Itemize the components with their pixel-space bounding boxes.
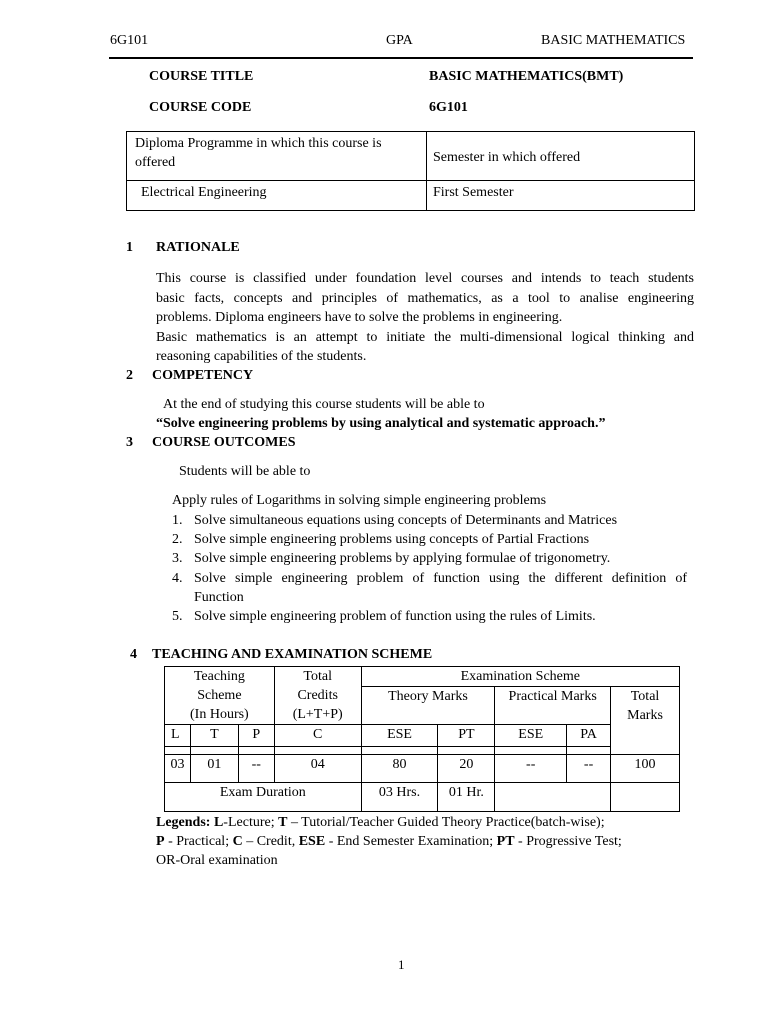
col-P: P [238, 725, 274, 747]
legend-PT: PT [496, 834, 515, 849]
col-PT: PT [438, 725, 495, 747]
teaching-line: Scheme [197, 688, 242, 703]
value-PT: 20 [438, 755, 495, 783]
theory-marks-header: Theory Marks [361, 687, 495, 725]
col-PA: PA [567, 725, 611, 747]
legend-ESE-def: - End Semester Examination; [325, 834, 497, 849]
value-total-marks: 100 [611, 755, 680, 783]
legend-L-def: -Lecture; [223, 815, 279, 830]
section-4-title: TEACHING AND EXAMINATION SCHEME [152, 647, 433, 662]
section-3-title: COURSE OUTCOMES [152, 435, 296, 450]
value-L: 03 [165, 755, 191, 783]
header-right: BASIC MATHEMATICS [541, 33, 686, 48]
value-ESE-practical: -- [495, 755, 567, 783]
competency-intro: At the end of studying this course students will be able to [163, 397, 485, 412]
outcome-text: Solve simple engineering problem of function using the different definition of [194, 571, 687, 586]
value-ESE-theory: 80 [361, 755, 438, 783]
total-marks-line: Total [630, 689, 660, 704]
section-2-title: COMPETENCY [152, 368, 254, 383]
value-T: 01 [190, 755, 238, 783]
col-T: T [190, 725, 238, 747]
credits-line: (L+T+P) [292, 707, 343, 722]
col-ESE-theory: ESE [361, 725, 438, 747]
legends-line-1 [156, 815, 605, 831]
header-rule [109, 57, 693, 59]
exam-duration-ese: 03 Hrs. [361, 783, 438, 812]
total-marks-header [611, 687, 680, 755]
offer-head-left: Diploma Programme in which this course is offered [127, 132, 427, 181]
outcome-number: 2. [172, 532, 183, 547]
page-number: 1 [398, 957, 405, 972]
outcome-number: 4. [172, 571, 183, 586]
total-marks-line: Marks [627, 708, 663, 723]
course-title-label: COURSE TITLE [149, 69, 254, 84]
col-ESE-practical: ESE [495, 725, 567, 747]
outcome-text: Solve simple engineering problem of function using the rules of Limits. [194, 609, 596, 624]
scheme-table [164, 666, 680, 812]
course-code-label: COURSE CODE [149, 100, 252, 115]
course-code-value: 6G101 [429, 100, 468, 115]
col-L: L [165, 725, 191, 747]
legends-label: Legends: [156, 815, 211, 830]
competency-statement: “Solve engineering problems by using analytical and systematic approach.” [156, 416, 606, 431]
value-PA: -- [567, 755, 611, 783]
offer-table [126, 131, 695, 211]
outcome-text: Solve simple engineering problems using concepts of Partial Fractions [194, 532, 590, 547]
section-4-number: 4 [130, 647, 137, 662]
credits-line: Credits [297, 688, 338, 703]
header-center: GPA [386, 33, 413, 48]
teaching-line: (In Hours) [190, 707, 249, 722]
legend-P-def: - Practical; [164, 834, 233, 849]
section-1-number: 1 [126, 240, 133, 255]
outcome-number: 3. [172, 551, 183, 566]
legend-P: P [156, 834, 165, 849]
offer-head-right: Semester in which offered [427, 132, 695, 181]
legend-T: T [278, 815, 288, 830]
outcome-text-continued: Function [194, 590, 244, 605]
rationale-line: problems. Diploma engineers have to solve the problems in engineering. [156, 310, 563, 326]
legend-PT-def: - Progressive Test; [514, 834, 622, 849]
offer-row-left: Electrical Engineering [127, 181, 427, 211]
rationale-body [156, 269, 694, 367]
offer-row-right: First Semester [427, 181, 695, 211]
teaching-scheme-header [165, 667, 275, 725]
outcomes-lead: Apply rules of Logarithms in solving simple engineering problems [172, 493, 547, 508]
rationale-line: This course is classified under foundation level courses and intends to teach students [156, 271, 694, 286]
value-C: 04 [274, 755, 361, 783]
rationale-line: reasoning capabilities of the students. [156, 349, 367, 365]
credits-line: Total [303, 669, 332, 684]
header-left: 6G101 [110, 33, 149, 48]
outcome-text: Solve simple engineering problems by applying formulae of trigonometry. [194, 551, 611, 566]
course-title-value: BASIC MATHEMATICS(BMT) [429, 69, 624, 84]
legend-C-def: – Credit, [242, 834, 299, 849]
legends-line-3: OR-Oral examination [156, 853, 278, 868]
legend-L: L [213, 815, 224, 830]
rationale-line: basic facts, concepts and principles of mathematics, as a tool to analise engineering [156, 290, 694, 306]
section-2-number: 2 [126, 368, 133, 383]
legend-ESE: ESE [298, 834, 326, 849]
teaching-line: Teaching [193, 669, 245, 684]
outcome-text: Solve simultaneous equations using concepts of Determinants and Matrices [194, 513, 618, 528]
section-3-number: 3 [126, 435, 133, 450]
col-C: C [274, 725, 361, 747]
exam-scheme-header: Examination Scheme [361, 667, 679, 687]
legend-C: C [232, 834, 243, 849]
value-P: -- [238, 755, 274, 783]
outcomes-intro: Students will be able to [179, 464, 311, 479]
outcome-number: 1. [172, 513, 183, 528]
total-credits-header [274, 667, 361, 725]
practical-marks-header: Practical Marks [495, 687, 611, 725]
exam-duration-pt: 01 Hr. [438, 783, 495, 812]
section-1-title: RATIONALE [156, 240, 240, 255]
exam-duration-label: Exam Duration [165, 783, 362, 812]
legends-line-2 [156, 834, 622, 850]
legend-T-def: – Tutorial/Teacher Guided Theory Practice(batch-wise); [287, 815, 605, 830]
rationale-line: Basic mathematics is an attempt to initiate the multi-dimensional logical thinking and [156, 329, 694, 345]
outcome-number: 5. [172, 609, 183, 624]
